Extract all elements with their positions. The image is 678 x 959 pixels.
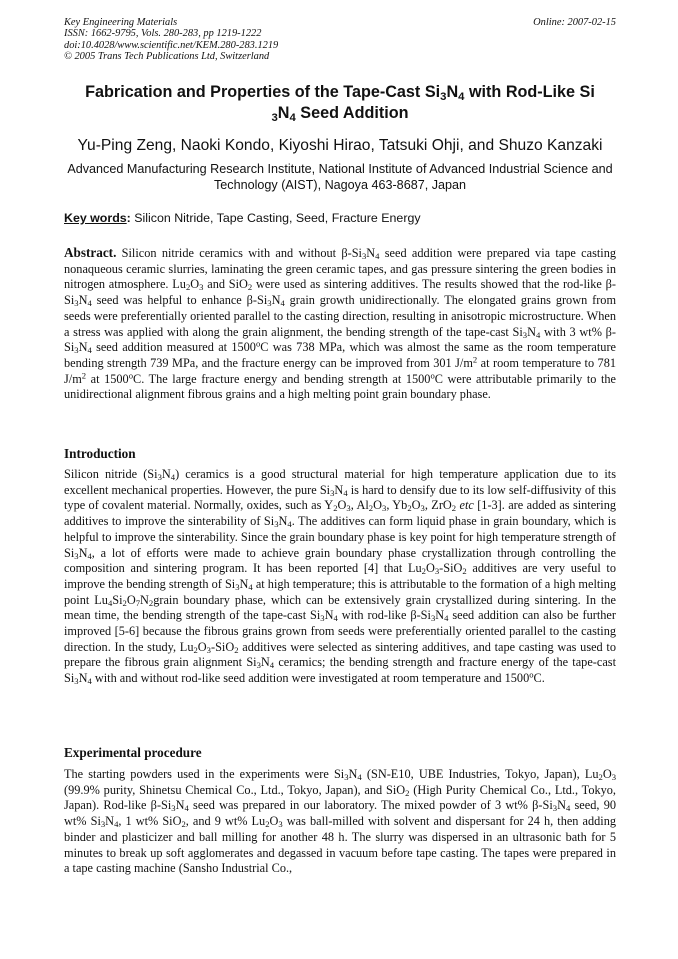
doi-line[interactable]: doi:10.4028/www.scientific.net/KEM.280-283.1219 <box>64 39 279 51</box>
abstract-label: Abstract. <box>64 245 117 260</box>
abstract-paragraph: Abstract. Silicon nitride ceramics with and without $\beta-Si_3N_4$ seed addition were prepared via tape casting nonaqueous ceramic slurries, laminating the green ceramic tapes, and gas pressure sintering the green bodies in nitrogen atmosphere. $Lu_2O_3$ and SiO$_2$ were used as sintering additives. The results showed that the rod-like $\beta-Si_3N_4$ seed was helpful to enhance $\beta-Si_3N_4$ grain growth unidirectionally. The elongated grains grown from seeds were preferentially oriented parallel to the casting direction, resulting in anisotropic microstructure. When a stress was applied with along the grain alignment, the bending strength of the tape-cast $Si_3N_4$ with 3 wt% $\beta-Si_3N_4$ seed addition measured at 1500$^o$C was 738 MPa, which was almost the same as the room temperature bending strength 739 MPa, and the fracture energy can be improved from 301 $J/m^2$ at room temperature to 781 $J/m^2$ at 1500$^o$C. The large fracture energy and bending strength at 1500$^o$C were attributable primarily to the unidirectional alignment fibrous grains and a high melting point grain boundary phase. <box>64 245 617 402</box>
copyright-line: © 2005 Trans Tech Publications Ltd, Switzerland <box>64 51 270 63</box>
paper-title: Fabrication and Properties of the Tape-Cast $Si_3N_4$ with Rod-Like Si $_3N_4$ Seed Addition <box>85 83 595 124</box>
affiliation: Advanced Manufacturing Research Institute, National Institute of Advanced Industrial Science and Technology (AIST), Nagoya 463-8687, Japan <box>67 162 613 192</box>
journal-name: Key Engineering Materials <box>64 17 178 28</box>
introduction-heading: Introduction <box>64 446 136 461</box>
journal-header <box>64 17 616 63</box>
issn-line: ISSN: 1662-9795, Vols. 280-283, pp 1219-1222 <box>64 28 262 40</box>
author-list: Yu-Ping Zeng, Naoki Kondo, Kiyoshi Hirao, Tatsuki Ohji, and Shuzo Kanzaki <box>77 137 603 154</box>
online-date: Online: 2007-02-15 <box>533 17 616 28</box>
keywords-text: Silicon Nitride, Tape Casting, Seed, Fracture Energy <box>130 211 421 225</box>
keywords: Key words: Silicon Nitride, Tape Casting, Seed, Fracture Energy <box>64 211 421 225</box>
keywords-label: Key words <box>64 211 127 225</box>
introduction-paragraph: Silicon nitride $(Si_3N_4)$ ceramics is a good structural material for high temperature application due to its excellent mechanical properties. However, the pure $Si_3N_4$ is hard to densify due to its low self-diffusivity of this type of covalent material. Normally, oxides, such as $Y_2O_3$, $Al_2O_3$, $Yb_2O_3$, ZrO$_2$ etc [1-3]. are added as sintering additives to improve the sinterability of $Si_3N_4$. The additives can form liquid phase in grain boundary, which is helpful to improve the sinterability. Since the grain boundary phase is key point for high temperature strength of $Si_3N_4$, a lot of efforts were made to achieve grain boundary phase crystallization through controlling the composition and sintering program. It has been reported [4] that $Lu_2O_3-SiO_2$ additives are very useful to improve the bending strength of $Si_3N_4$ at high temperature; this is attributable to the formation of a high melting point $Lu_4Si_2O_7N_2grain$ boundary phase, which can be extensively grain crystallized during sintering. In the mean time, the bending strength of the tape-cast $Si_3N_4$ with rod-like $\beta-Si_3N_4$ seed addition can also be further improved [5-6] because the fibrous grains grown from seeds were preferentially oriented parallel to the casting direction. In the study, $Lu_2O_3-SiO_2$ additives were selected as sintering additives, and tape casting was used to prepare the fibrous grain alignment $Si_3N_4$ ceramics; the bending strength and fracture energy of the tape-cast $Si_3N_4$ with and without rod-like seed addition were investigated at room temperature and 1500$^o$C. <box>64 467 617 687</box>
experimental-heading: Experimental procedure <box>64 745 202 760</box>
experimental-paragraph: The starting powders used in the experiments were $Si_3N_4$ (SN-E10, UBE Industries, Tokyo, Japan), $Lu_2O_3$ (99.9% purity, Shinetsu Chemical Co., Ltd., Tokyo, Japan), and SiO$_2$ (High Purity Chemical Co., Ltd., Tokyo, Japan). Rod-like $\beta-Si_3N_4$ seed was prepared in our laboratory. The mixed powder of 3 wt% $\beta-Si_3N_4$ seed, 90 wt% $Si_3N_4$, 1 wt% SiO$_2$, and 9 wt% $Lu_2O_3$ was ball-milled with solvent and dispersant for 24 h, then adding binder and plasticizer and ball milling for another 48 h. The slurry was dispersed in an ultrasonic bath for 5 minutes to break up soft agglomerates and degassed in vacuum before tape casting. The tapes were prepared in a tape casting machine (Sansho Industrial Co., <box>64 767 617 876</box>
